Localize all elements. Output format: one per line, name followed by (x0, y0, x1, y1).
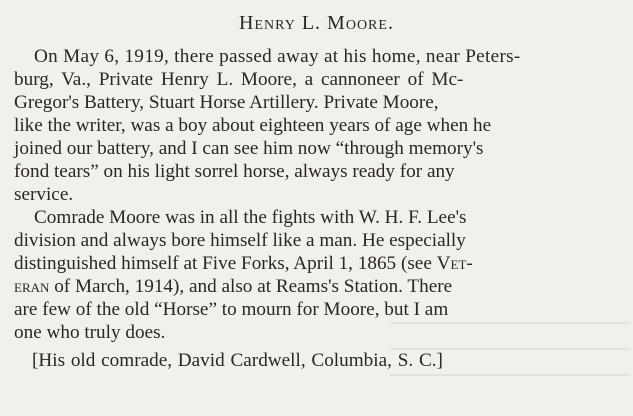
paragraph-line: On May 6, 1919, there passed away at his home, near Peters- (34, 46, 521, 67)
paragraph-line: division and always bore himself like a man. He especially (14, 230, 466, 251)
paragraph-line: Comrade Moore was in all the fights with W. H. F. Lee's (34, 207, 467, 228)
paragraph-line: one who truly does. (14, 322, 166, 343)
paragraph-line: joined our battery, and I can see him now “through memory's (14, 138, 484, 159)
paragraph-line: are few of the old “Horse” to mourn for Moore, but I am (14, 299, 449, 320)
veteran-smallcaps: eran (14, 276, 50, 297)
paragraph-line: fond tears” on his light sorrel horse, always ready for any (14, 161, 455, 182)
paragraph-line: service. (14, 184, 74, 205)
paragraph-line (14, 253, 473, 275)
signature-line: [His old comrade, David Cardwell, Columbia, S. C.] (32, 350, 443, 371)
line-text: distinguished himself at Five Forks, April 1, 1865 (see (14, 253, 437, 274)
paragraph-line: Gregor's Battery, Stuart Horse Artillery. Private Moore, (14, 92, 439, 113)
article-title: Henry L. Moore. (239, 12, 394, 34)
paragraph-line: like the writer, was a boy about eighteen years of age when he (14, 115, 492, 136)
veteran-smallcaps: Vet- (436, 253, 473, 274)
paragraph-line (14, 276, 452, 298)
paragraph-line: burg, Va., Private Henry L. Moore, a cannoneer of Mc- (14, 69, 464, 90)
line-text: of March, 1914), and also at Reams's Station. There (49, 276, 453, 297)
